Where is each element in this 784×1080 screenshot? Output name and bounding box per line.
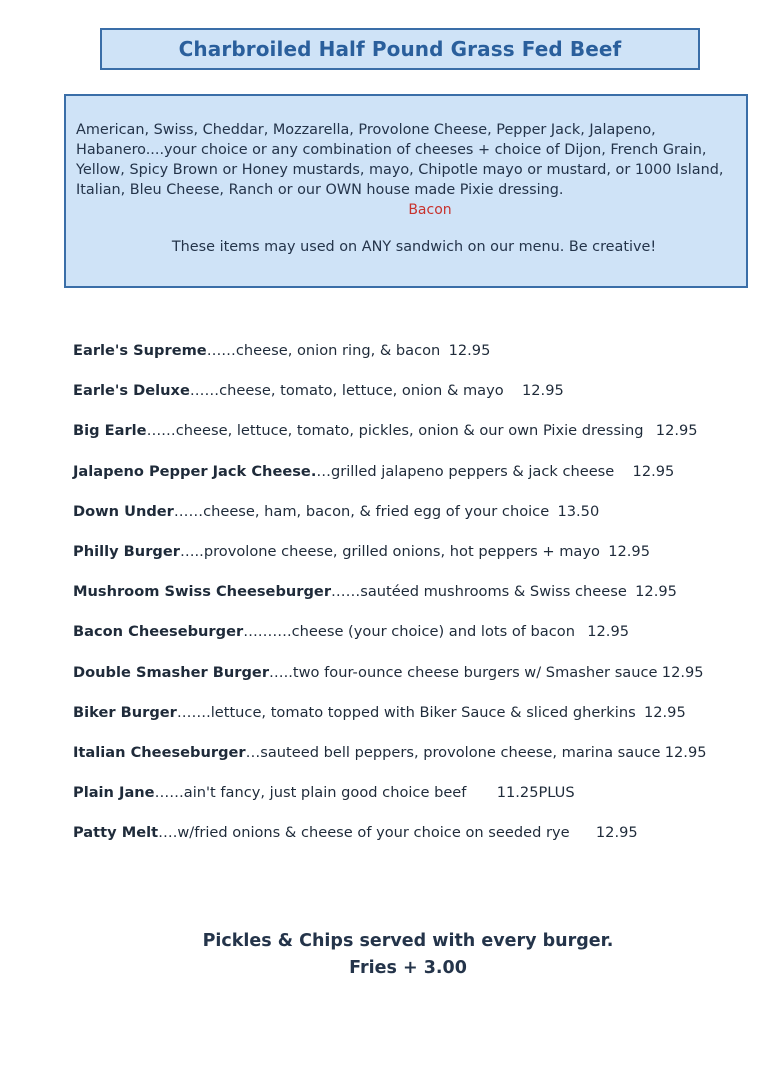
menu-item-name: Mushroom Swiss Cheeseburger: [73, 583, 332, 601]
menu-item-description: …….lettuce, tomato topped with Biker Sauce & sliced gherkins: [176, 703, 636, 721]
menu-item: [73, 382, 763, 422]
menu-item-name: Patty Melt: [73, 824, 159, 842]
menu-item-description: ….w/fried onions & cheese of your choice on seeded rye: [158, 824, 570, 842]
menu-item: [73, 784, 763, 824]
footer-pickles-chips: Pickles & Chips served with every burger.: [202, 931, 614, 951]
menu-item-price: 13.50: [557, 502, 600, 520]
menu-item: [73, 583, 763, 623]
menu-item: [73, 623, 763, 663]
options-text: American, Swiss, Cheddar, Mozzarella, Provolone Cheese, Pepper Jack, Jalapeno, Habanero....your choice or any combination of cheeses + choice of Dijon, French Grain, Yellow, Spicy Brown or Honey mustards, mayo, Chipotle mayo or mustard, or 1000 Island, Italian, Bleu Cheese, Ranch or our OWN house made Pixie dressing.: [76, 122, 724, 198]
menu-item-price: 12.95: [608, 542, 650, 560]
menu-item-price: 12.95: [655, 422, 698, 440]
menu-item: [73, 824, 763, 864]
menu-item-price: 12.95: [643, 703, 686, 721]
menu-item-description: …..two four-ounce cheese burgers w/ Smasher sauce: [269, 663, 658, 681]
menu-item-description: …sauteed bell peppers, provolone cheese, marina sauce: [245, 743, 661, 761]
footer-fries-price: Fries + 3.00: [349, 958, 467, 978]
menu-item: [73, 503, 763, 543]
menu-item-description: ……cheese, ham, bacon, & fried egg of your choice: [173, 502, 550, 520]
menu-item-price: 12.95: [632, 462, 675, 480]
menu-item: [73, 704, 763, 744]
menu-item-name: Big Earle: [73, 422, 147, 440]
menu-item-price: 12.95: [661, 663, 704, 681]
page-title: Charbroiled Half Pound Grass Fed Beef: [178, 37, 622, 61]
menu-item: [73, 463, 763, 503]
menu-item-name: Bacon Cheeseburger: [73, 623, 244, 641]
menu-item-price: 12.95: [664, 743, 707, 761]
bacon-option: Bacon: [408, 202, 452, 218]
menu-item-name: Jalapeno Pepper Jack Cheese.: [73, 462, 317, 480]
menu-item-name: Biker Burger: [73, 703, 177, 721]
menu-item-description: …..provolone cheese, grilled onions, hot peppers + mayo: [179, 542, 600, 560]
menu-item-name: Double Smasher Burger: [73, 663, 270, 681]
menu-item-name: Philly Burger: [73, 542, 180, 560]
menu-item-name: Down Under: [73, 502, 174, 520]
options-note: These items may used on ANY sandwich on our menu. Be creative!: [171, 239, 657, 255]
footer-note: [0, 928, 784, 982]
menu-item-description: ……cheese, onion ring, & bacon: [206, 342, 441, 359]
options-box: [64, 94, 748, 288]
menu-item-price: 12.95: [448, 342, 491, 359]
menu-item-description: ……….cheese (your choice) and lots of bacon: [243, 623, 575, 641]
menu-item-description: ……cheese, lettuce, tomato, pickles, onion & our own Pixie dressing: [146, 422, 644, 440]
menu-item-price: 12.95: [595, 824, 638, 842]
menu-item-price: 12.95: [635, 583, 677, 601]
menu-item: [73, 664, 763, 704]
menu-item: [73, 422, 763, 462]
menu-item-price: 11.25PLUS: [496, 784, 575, 802]
menu-item-name: Earle's Supreme: [73, 342, 207, 359]
menu-item-name: Earle's Deluxe: [73, 382, 190, 400]
menu-item-description: …grilled jalapeno peppers & jack cheese: [316, 462, 615, 480]
menu-item-description: ……sautéed mushrooms & Swiss cheese: [331, 583, 627, 601]
burger-menu-list: [73, 342, 763, 864]
menu-item-name: Italian Cheeseburger: [73, 743, 246, 761]
menu-item-price: 12.95: [587, 623, 630, 641]
menu-item-name: Plain Jane: [73, 784, 155, 802]
menu-item-description: ……cheese, tomato, lettuce, onion & mayo: [189, 382, 504, 400]
title-banner: [100, 28, 700, 70]
menu-item-description: ……ain't fancy, just plain good choice beef: [154, 784, 467, 802]
menu-item-price: 12.95: [521, 382, 564, 400]
menu-item: [73, 744, 763, 784]
menu-item: [73, 543, 763, 583]
menu-item: [73, 342, 763, 382]
